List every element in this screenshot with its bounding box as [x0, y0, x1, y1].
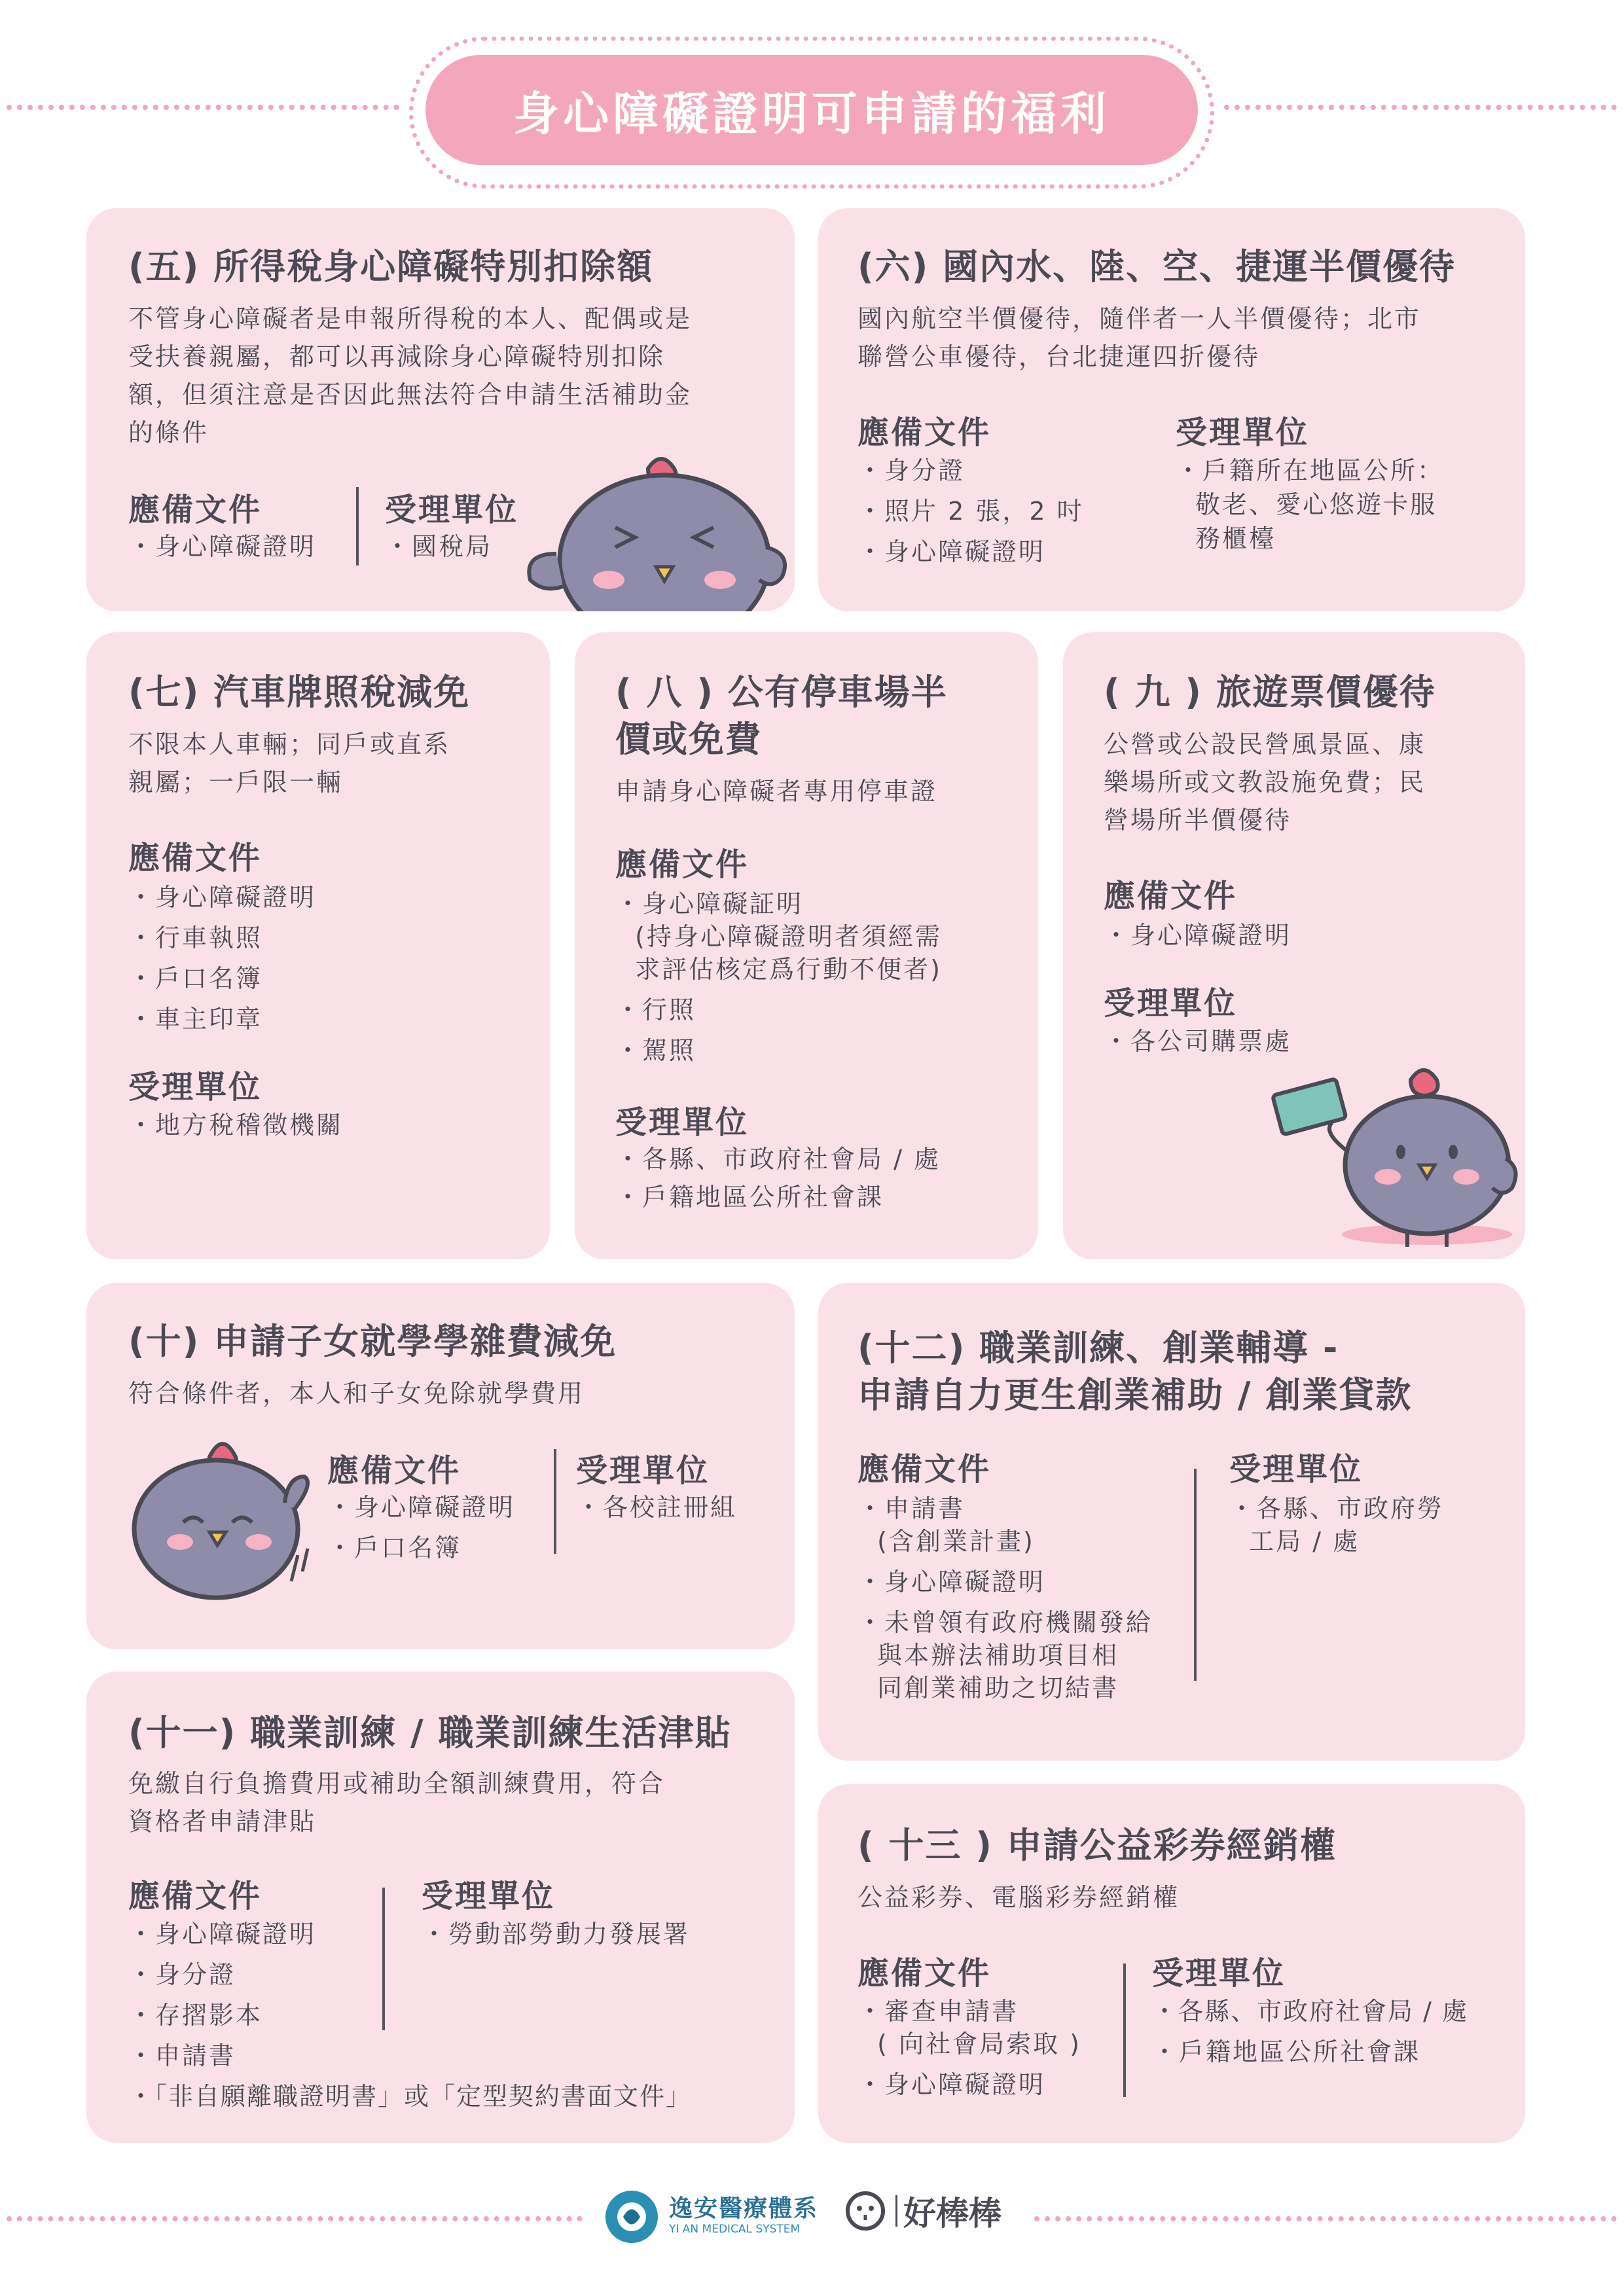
card-10-unit-heading: 受理單位 — [576, 1452, 710, 1489]
card-11-title: (十一) 職業訓練 / 職業訓練生活津貼 — [128, 1712, 732, 1753]
card-9-title: ( 九 ) 旅遊票價優待 — [1104, 672, 1436, 713]
card-11-doc-item-4: ・申請書 — [128, 2041, 236, 2070]
card-8-doc-item-5: ・駕照 — [615, 1036, 696, 1065]
card-7-desc-1: 不限本人車輛；同戶或直系 — [128, 730, 451, 759]
card-6-unit-item-1: ・戶籍所在地區公所： — [1176, 456, 1445, 485]
card-13-doc-item-1: ・審查申請書 — [857, 1997, 1019, 2026]
card-6-desc-1: 國內航空半價優待，隨伴者一人半價優待；北市 — [857, 304, 1422, 333]
card-6-unit-heading: 受理單位 — [1176, 414, 1310, 451]
waving-chick-icon — [118, 1431, 314, 1607]
card-5-divider — [356, 487, 359, 565]
card-11-docs-heading: 應備文件 — [128, 1878, 262, 1914]
footer-brand-2: 好棒棒 — [903, 2195, 1001, 2233]
footer-brand-en: YI AN MEDICAL SYSTEM — [669, 2223, 801, 2236]
yian-logo-icon — [604, 2189, 660, 2245]
card-10-doc-item-1: ・身心障礙證明 — [327, 1493, 516, 1522]
card-5-desc-1: 不管身心障礙者是申報所得稅的本人、配偶或是 — [128, 304, 693, 333]
card-13-title: ( 十三 ) 申請公益彩券經銷權 — [857, 1825, 1337, 1866]
card-9-docs-heading: 應備文件 — [1104, 878, 1238, 914]
card-5-desc-3: 額，但須注意是否因此無法符合申請生活補助金 — [128, 380, 693, 409]
card-11-unit-item: ・勞動部勞動力發展署 — [422, 1920, 691, 1948]
card-11-divider — [382, 1888, 385, 2030]
card-11-doc-item-2: ・身分證 — [128, 1960, 236, 1989]
card-8-docs-heading: 應備文件 — [615, 846, 749, 883]
card-10-doc-item-2: ・戶口名簿 — [327, 1534, 462, 1562]
card-9-unit-item: ・各公司購票處 — [1104, 1027, 1292, 1056]
card-9-unit-heading: 受理單位 — [1104, 985, 1238, 1022]
card-12-doc-item-6: 同創業補助之切結書 — [857, 1674, 1119, 1702]
card-12-doc-item-4: ・未曾領有政府機關發給 — [857, 1608, 1153, 1637]
card-10-docs-heading: 應備文件 — [327, 1452, 461, 1489]
card-9-desc-2: 樂場所或文教設施免費；民 — [1104, 768, 1426, 797]
card-8-title-line-1: ( 八 ) 公有停車場半 — [615, 672, 948, 713]
footer-dots-right — [1034, 2216, 1617, 2221]
card-7-desc-2: 親屬；一戶限一輛 — [128, 768, 344, 797]
card-11-doc-item-5: ・「非自願離職證明書」或「定型契約書面文件」 — [128, 2082, 693, 2111]
card-6-docs-heading: 應備文件 — [857, 414, 992, 451]
card-5-docs-heading: 應備文件 — [128, 492, 262, 528]
card-12-divider — [1194, 1469, 1197, 1681]
footer-brand-cn: 逸安醫療體系 — [669, 2195, 819, 2222]
card-6-title: (六) 國內水、陸、空、捷運半價優待 — [857, 246, 1456, 287]
card-7-doc-item-2: ・行車執照 — [128, 924, 263, 952]
card-6-doc-item-1: ・身分證 — [857, 456, 965, 485]
smile-logo-icon — [844, 2190, 886, 2232]
card-8-desc: 申請身心障礙者專用停車證 — [615, 777, 938, 806]
card-6-doc-item-2: ・照片 2 張，2 吋 — [857, 497, 1084, 526]
card-12-doc-item-2: (含創業計畫) — [857, 1527, 1035, 1556]
card-7-title: (七) 汽車牌照稅減免 — [128, 672, 471, 713]
card-11-doc-item-3: ・存摺影本 — [128, 2001, 263, 2030]
card-13-doc-item-2: ( 向社會局索取 ) — [857, 2030, 1081, 2058]
card-8-doc-item-1: ・身心障礙証明 — [615, 889, 804, 918]
card-13-docs-heading: 應備文件 — [857, 1955, 992, 1992]
card-13-unit-heading: 受理單位 — [1152, 1955, 1286, 1992]
card-12-unit-heading: 受理單位 — [1229, 1451, 1363, 1488]
card-13-unit-item-1: ・各縣、市政府社會局 / 處 — [1152, 1997, 1468, 2026]
card-12-doc-item-5: 與本辦法補助項目相 — [857, 1641, 1119, 1670]
card-9-doc-item: ・身心障礙證明 — [1104, 921, 1292, 950]
card-6-unit-item-3: 務櫃檯 — [1176, 524, 1276, 553]
chick-with-card-icon — [1270, 1060, 1519, 1250]
card-5-unit-item: ・國稅局 — [385, 532, 493, 561]
card-10-divider — [554, 1449, 556, 1554]
header-dots-right — [1224, 105, 1617, 110]
card-12-title-line-1: (十二) 職業訓練、創業輔導 - — [857, 1327, 1339, 1369]
card-13-divider — [1123, 1964, 1126, 2097]
card-12-doc-item-3: ・身心障礙證明 — [857, 1568, 1046, 1596]
card-12-title-line-2: 申請自力更生創業補助 / 創業貸款 — [857, 1374, 1413, 1416]
card-12-unit-item-1: ・各縣、市政府勞 — [1229, 1494, 1445, 1523]
card-8-doc-item-3: 求評估核定爲行動不便者) — [615, 955, 942, 984]
card-13-desc: 公益彩券、電腦彩券經銷權 — [857, 1883, 1180, 1912]
card-7-unit-heading: 受理單位 — [128, 1069, 262, 1105]
card-8-title-line-2: 價或免費 — [615, 719, 762, 760]
card-8-unit-heading: 受理單位 — [615, 1104, 749, 1141]
card-12-doc-item-1: ・申請書 — [857, 1494, 965, 1523]
card-10-title: (十) 申請子女就學學雜費減免 — [128, 1321, 617, 1362]
card-9-desc-3: 營場所半價優待 — [1104, 806, 1292, 834]
card-8-doc-item-2: (持身心障礙證明者須經需 — [615, 922, 942, 951]
header-dots-left — [7, 105, 399, 110]
card-12-docs-heading: 應備文件 — [857, 1451, 992, 1488]
card-7-unit-item: ・地方稅稽徵機關 — [128, 1111, 344, 1139]
footer-dots-left — [7, 2216, 583, 2221]
card-8-doc-item-4: ・行照 — [615, 996, 696, 1024]
card-13-unit-item-2: ・戶籍地區公所社會課 — [1152, 2037, 1421, 2066]
card-7-doc-item-4: ・車主印章 — [128, 1005, 263, 1033]
card-11-doc-item-1: ・身心障礙證明 — [128, 1920, 317, 1948]
chick-mascot-icon — [517, 442, 792, 611]
card-8-unit-item-1: ・各縣、市政府社會局 / 處 — [615, 1145, 941, 1174]
card-5-desc-2: 受扶養親屬，都可以再減除身心障礙特別扣除 — [128, 342, 666, 371]
card-10-unit-item: ・各校註冊組 — [576, 1493, 738, 1522]
card-11-desc-2: 資格者申請津貼 — [128, 1807, 317, 1836]
card-6-doc-item-3: ・身心障礙證明 — [857, 537, 1046, 566]
card-5-desc-4: 的條件 — [128, 418, 209, 447]
card-6-desc-2: 聯營公車優待，台北捷運四折優待 — [857, 342, 1261, 371]
card-5-unit-heading: 受理單位 — [385, 492, 519, 528]
card-8-unit-item-2: ・戶籍地區公所社會課 — [615, 1183, 884, 1211]
card-13-doc-item-3: ・身心障礙證明 — [857, 2070, 1046, 2099]
card-7-doc-item-3: ・戶口名簿 — [128, 964, 263, 993]
page-title: 身心障礙證明可申請的福利 — [425, 55, 1198, 165]
card-11-unit-heading: 受理單位 — [422, 1878, 556, 1914]
footer-separator — [895, 2195, 897, 2227]
card-5-title: (五) 所得稅身心障礙特別扣除額 — [128, 246, 654, 287]
card-5-doc-item: ・身心障礙證明 — [128, 532, 317, 561]
card-7-docs-heading: 應備文件 — [128, 840, 262, 876]
card-6-unit-item-2: 敬老、愛心悠遊卡服 — [1176, 490, 1437, 519]
card-12-unit-item-2: 工局 / 處 — [1229, 1527, 1360, 1556]
card-7-doc-item-1: ・身心障礙證明 — [128, 883, 317, 912]
card-11-desc-1: 免繳自行負擔費用或補助全額訓練費用，符合 — [128, 1769, 666, 1798]
card-10-desc: 符合條件者，本人和子女免除就學費用 — [128, 1379, 585, 1408]
card-9-desc-1: 公營或公設民營風景區、康 — [1104, 730, 1426, 759]
